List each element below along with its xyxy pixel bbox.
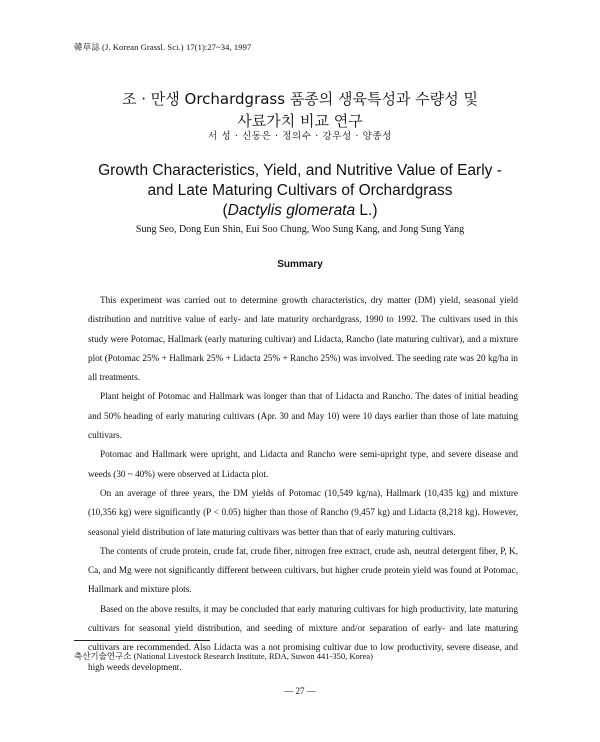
journal-reference: 韓草誌 (J. Korean Grassl. Sci.) 17(1):27~34, 1997 (74, 42, 252, 52)
summary-paragraph: On an average of three years, the DM yields of Potomac (10,549 kg/na), Hallmark (10,435 kg) and mixture (10,356 kg) were significantly (P < 0.05) higher than those of Rancho (9,457 kg) and Lidacta (8,218 kg). However, seasonal yield distribution of late maturing cultivars was better than that of early maturing cultivars. (88, 487, 518, 537)
summary-paragraph: Based on the above results, it may be concluded that early maturing cultivars for high productivity, late maturing cultivars for seasonal yield distribution, and seeding of mixture and/or separation of early- and late maturing cultivars are recommended. Also Lidacta was a not promising cultivar due to low productivity, severe disease, and high weeds development. (88, 603, 518, 672)
footnote-divider (74, 640, 210, 641)
title-paren-close: L.) (355, 202, 378, 219)
english-title-line-3 (0, 201, 600, 221)
english-title-line-1: Growth Characteristics, Yield, and Nutritive Value of Early - (98, 162, 502, 179)
summary-paragraph: Potomac and Hallmark were upright, and Lidacta and Rancho were semi-upright type, and severe disease and weeds (30 ~ 40%) were observed at Lidacta plot. (88, 449, 518, 479)
species-name: Dactylis glomerata (227, 202, 356, 219)
summary-heading: Summary (277, 259, 323, 270)
page-number: — 27 — (284, 686, 316, 696)
summary-paragraph: The contents of crude protein, crude fat, crude fiber, nitrogen free extract, crude ash, neutral detergent fiber, P, K, Ca, and Mg were not significantly different between cultivars, but higher crude protein yield was found at Potomac, Hallmark and mixture plots. (88, 545, 518, 595)
affiliation-footnote: 축산기술연구소 (National Livestock Research Institute, RDA, Suwon 441-350, Korea) (74, 651, 373, 661)
summary-body (88, 291, 518, 677)
title-paren-open: ( (222, 202, 228, 219)
summary-paragraph: Plant height of Potomac and Hallmark was longer than that of Lidacta and Rancho. The dates of initial heading and 50% heading of early maturing cultivars (Apr. 30 and May 10) were 10 days earlier than those of late matuing cultivars. (88, 391, 518, 441)
summary-paragraph: This experiment was carried out to determine growth characteristics, dry matter (DM) yield, seasonal yield distribution and nutritive value of early- and late maturity orchardgrass, 1990 to 1992. The cultivars used in this study were Potomac, Hallmark (early maturing cultivar) and Lidacta, Rancho (late maturing cultivar), and a mixture plot (Potomac 25% + Hallmark 25% + Lidacta 25% + Rancho 25%) was involved. The seeding rate was 20 kg/ha in all treatments. (88, 295, 518, 383)
korean-title-line-2: 사료가치 비교 연구 (237, 112, 363, 130)
english-authors: Sung Seo, Dong Eun Shin, Eui Soo Chung, Woo Sung Kang, and Jong Sung Yang (135, 224, 465, 235)
korean-authors: 서 성 · 신동은 · 정의수 · 강우성 · 양종성 (208, 131, 392, 142)
english-title-line-2: and Late Maturing Cultivars of Orchardgrass (147, 182, 453, 199)
korean-title-line-1: 조 · 만생 Orchardgrass 품종의 생육특성과 수량성 및 (121, 90, 479, 108)
